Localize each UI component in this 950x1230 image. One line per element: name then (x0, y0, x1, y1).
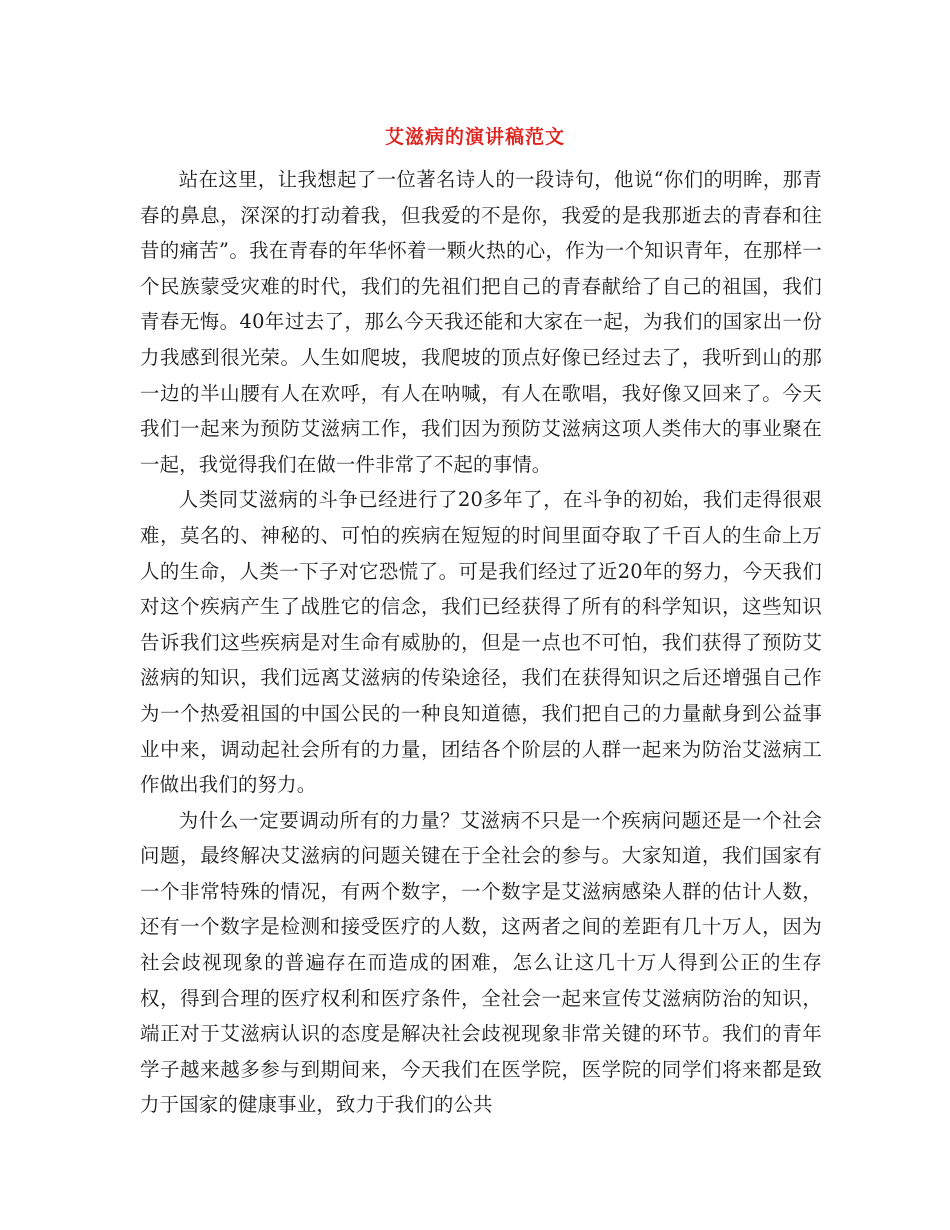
paragraph-3: 为什么一定要调动所有的力量？艾滋病不只是一个疾病问题还是一个社会问题，最终解决艾滋病的问题关键在于全社会的参与。大家知道，我们国家有一个非常特殊的情况，有两个数字，一个数字是艾滋病感染人群的估计人数，还有一个数字是检测和接受医疗的人数，这两者之间的差距有几十万人，因为社会歧视现象的普遍存在而造成的困难，怎么让这几十万人得到公正的生存权，得到合理的医疗权利和医疗条件，全社会一起来宣传艾滋病防治的知识，端正对于艾滋病认识的态度是解决社会歧视现象非常关键的环节。我们的青年学子越来越多参与到期间来，今天我们在医学院，医学院的同学们将来都是致力于国家的健康事业，致力于我们的公共 (140, 808, 822, 1117)
paragraph-2: 人类同艾滋病的斗争已经进行了20多年了，在斗争的初始，我们走得很艰难，莫名的、神秘的、可怕的疾病在短短的时间里面夺取了千百人的生命上万人的生命，人类一下子对它恐慌了。可是我们经过了近20年的努力，今天我们对这个疾病产生了战胜它的信念，我们已经获得了所有的科学知识，这些知识告诉我们这些疾病是对生命有威胁的，但是一点也不可怕，我们获得了预防艾滋病的知识，我们远离艾滋病的传染途径，我们在获得知识之后还增强自己作为一个热爱祖国的中国公民的一种良知道德，我们把自己的力量献身到公益事业中来，调动起社会所有的力量，团结各个阶层的人群一起来为防治艾滋病工作做出我们的努力。 (140, 488, 822, 797)
document-body (140, 162, 822, 1123)
document-title: 艾滋病的演讲稿范文 (384, 126, 565, 148)
paragraph-1: 站在这里，让我想起了一位著名诗人的一段诗句，他说“你们的明眸，那青春的鼻息，深深的打动着我，但我爱的不是你，我爱的是我那逝去的青春和往昔的痛苦”。我在青春的年华怀着一颗火热的心，作为一个知识青年，在那样一个民族蒙受灾难的时代，我们的先祖们把自己的青春献给了自己的祖国，我们青春无悔。40年过去了，那么今天我还能和大家在一起，为我们的国家出一份力我感到很光荣。人生如爬坡，我爬坡的顶点好像已经过去了，我听到山的那一边的半山腰有人在欢呼，有人在呐喊，有人在歌唱，我好像又回来了。今天我们一起来为预防艾滋病工作，我们因为预防艾滋病这项人类伟大的事业聚在一起，我觉得我们在做一件非常了不起的事情。 (140, 168, 822, 476)
